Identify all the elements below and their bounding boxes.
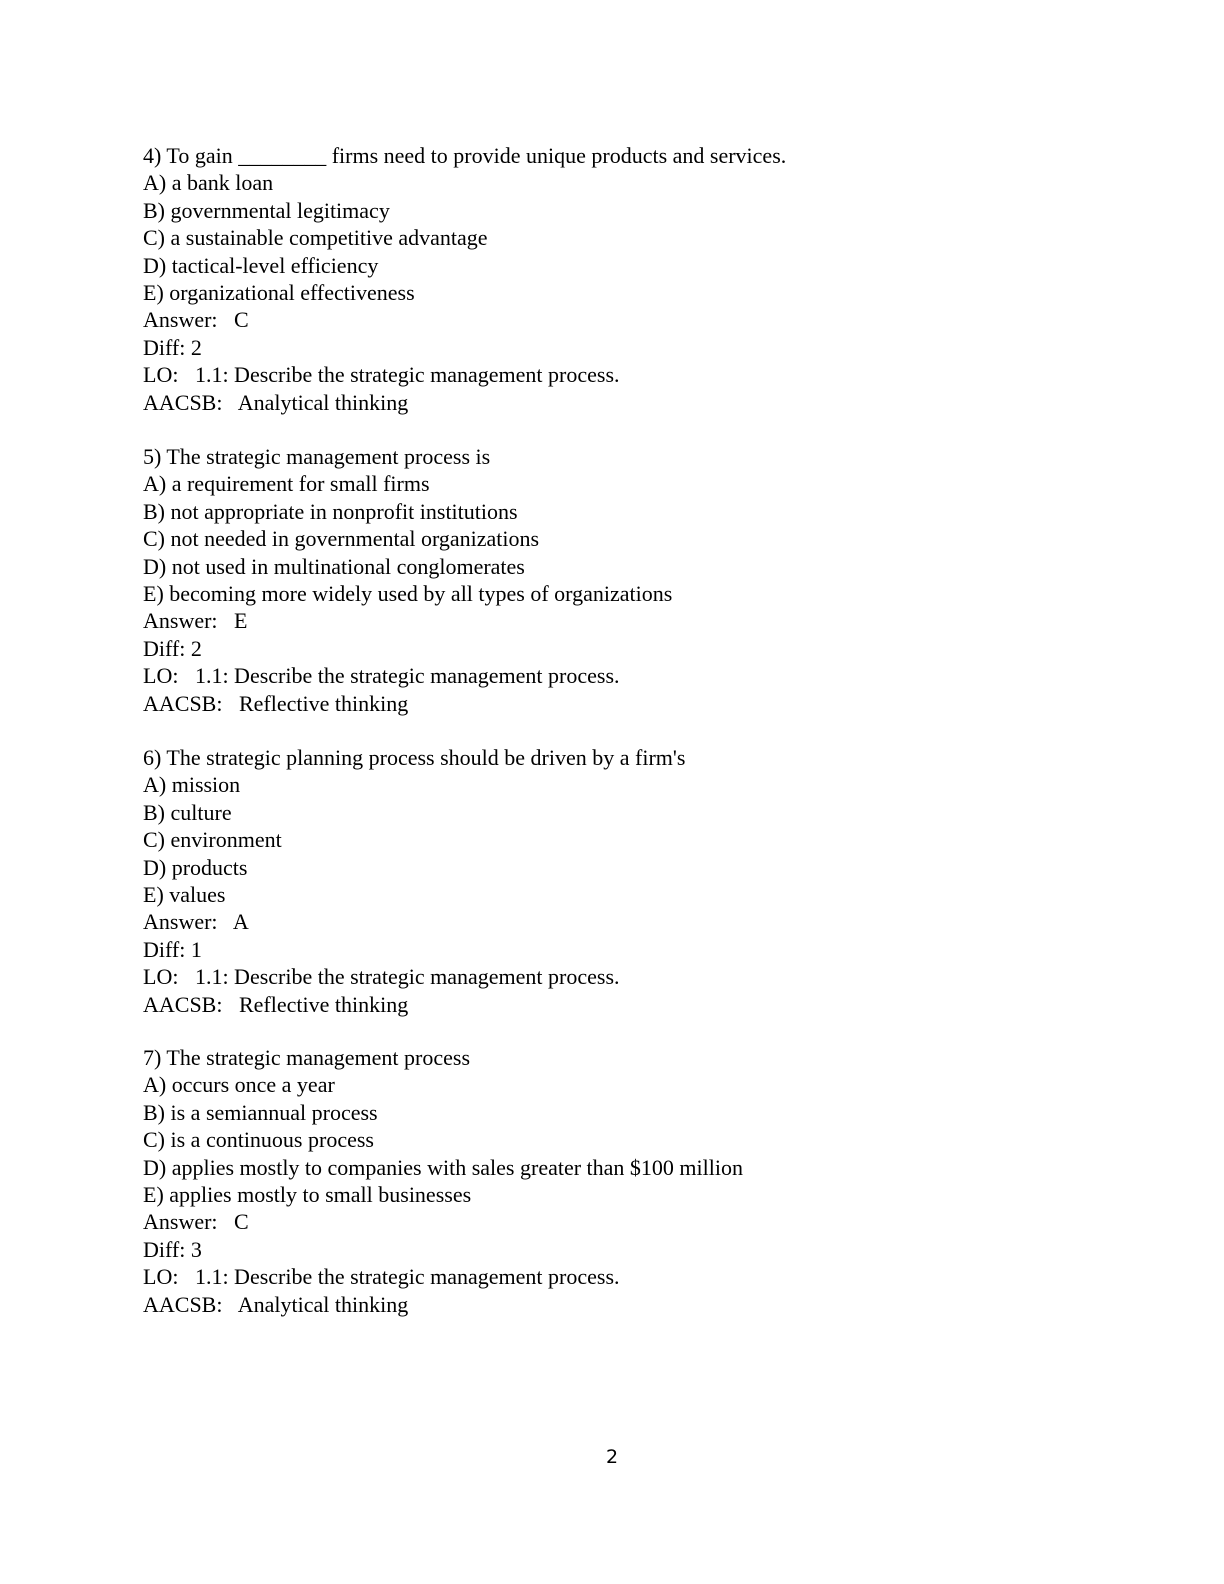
question-stem: 5) The strategic management process is [143,444,491,469]
answer-option-b: B) is a semiannual process [143,1099,378,1125]
question-7 [143,1044,1043,1318]
correct-answer: Answer: C [143,1209,249,1235]
question-stem: 6) The strategic planning process should be driven by a firm's [143,745,686,770]
answer-option-a: A) a bank loan [143,170,274,196]
aacsb-standard: AACSB: Reflective thinking [143,991,409,1017]
answer-option-d: D) applies mostly to companies with sales greater than $100 million [143,1154,743,1180]
difficulty: Diff: 2 [143,635,202,661]
answer-option-e: E) becoming more widely used by all types of organizations [143,580,673,606]
answer-option-d: D) not used in multinational conglomerates [143,553,525,579]
answer-option-a: A) a requirement for small firms [143,471,430,497]
difficulty: Diff: 1 [143,936,202,962]
answer-option-e: E) organizational effectiveness [143,279,415,305]
correct-answer: Answer: E [143,608,248,634]
correct-answer: Answer: A [143,909,249,935]
answer-option-d: D) products [143,854,248,880]
learning-objective: LO: 1.1: Describe the strategic management process. [143,663,620,689]
difficulty: Diff: 3 [143,1236,202,1262]
learning-objective: LO: 1.1: Describe the strategic management process. [143,362,620,388]
answer-option-a: A) mission [143,772,241,798]
difficulty: Diff: 2 [143,334,202,360]
page-number: 2 [605,1446,619,1468]
question-stem: 4) To gain ________ firms need to provide unique products and services. [143,143,787,168]
answer-option-b: B) governmental legitimacy [143,197,390,223]
aacsb-standard: AACSB: Reflective thinking [143,690,409,716]
question-stem: 7) The strategic management process [143,1045,471,1070]
answer-option-c: C) is a continuous process [143,1127,374,1153]
learning-objective: LO: 1.1: Describe the strategic management process. [143,1264,620,1290]
answer-option-d: D) tactical-level efficiency [143,252,379,278]
answer-option-e: E) applies mostly to small businesses [143,1181,472,1207]
answer-option-c: C) environment [143,827,282,853]
aacsb-standard: AACSB: Analytical thinking [143,1291,409,1317]
answer-option-c: C) a sustainable competitive advantage [143,225,488,251]
answer-option-b: B) not appropriate in nonprofit institutions [143,498,518,524]
question-6 [143,744,1043,1018]
question-4 [143,142,1043,416]
answer-option-b: B) culture [143,799,232,825]
learning-objective: LO: 1.1: Describe the strategic management process. [143,964,620,990]
answer-option-e: E) values [143,881,226,907]
question-5 [143,443,1043,717]
answer-option-a: A) occurs once a year [143,1072,335,1098]
aacsb-standard: AACSB: Analytical thinking [143,389,409,415]
correct-answer: Answer: C [143,307,249,333]
answer-option-c: C) not needed in governmental organizations [143,526,540,552]
